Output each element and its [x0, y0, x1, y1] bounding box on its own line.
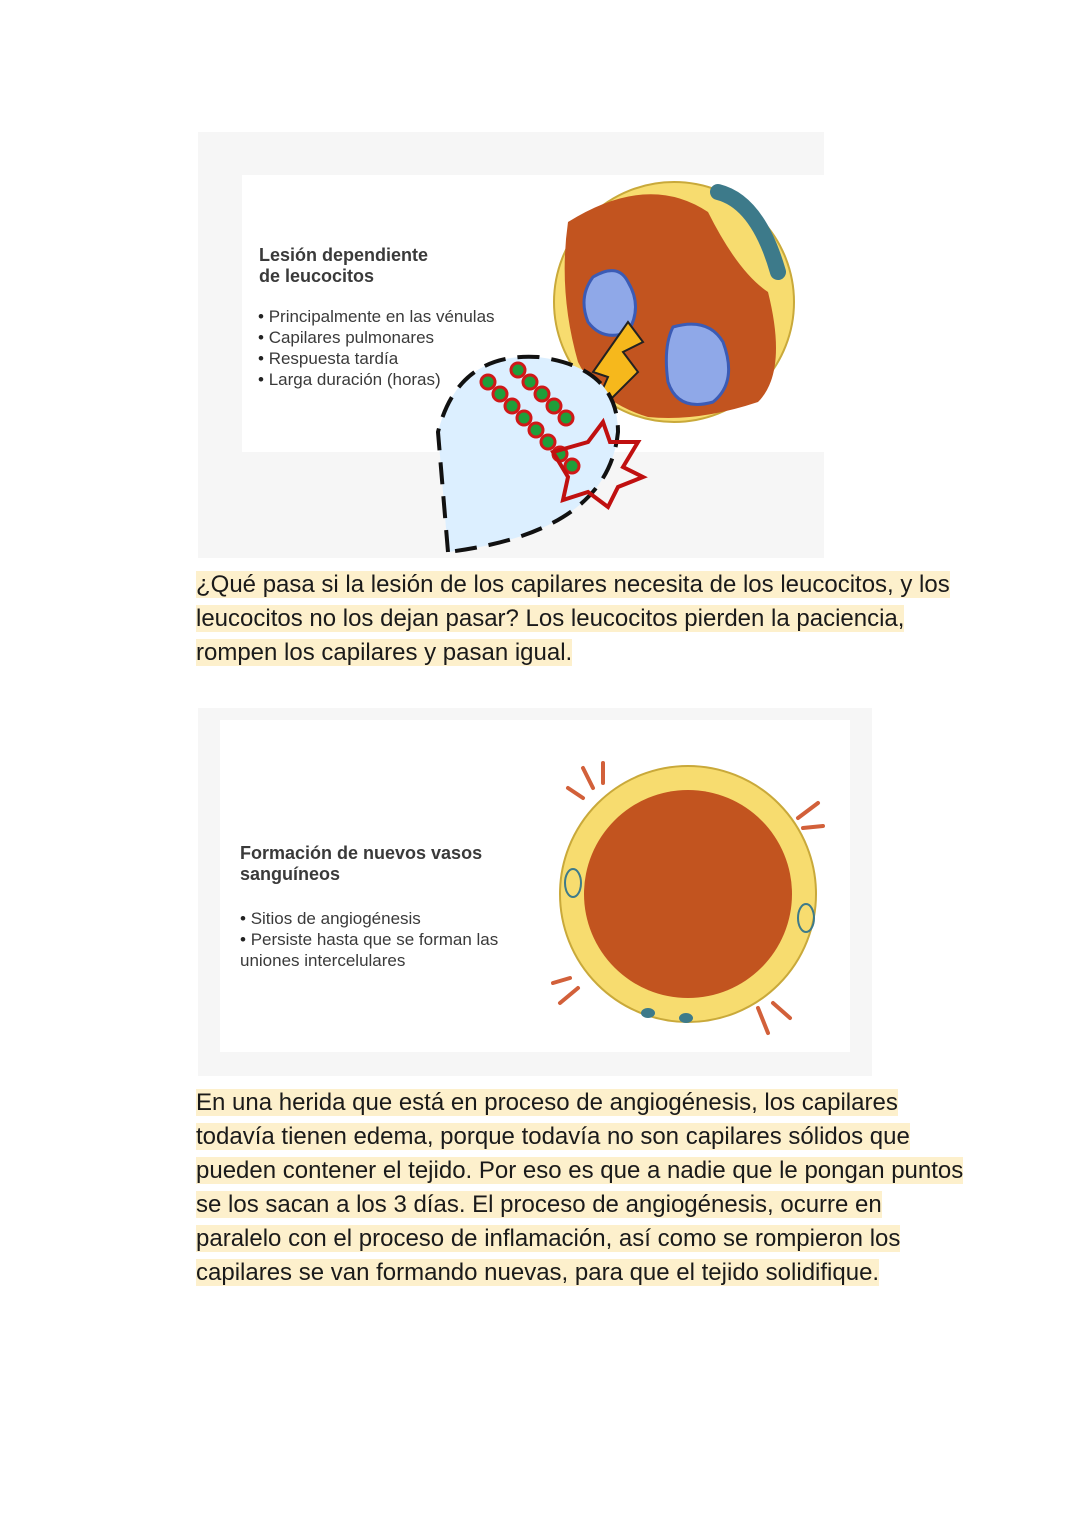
figure-title: Formación de nuevos vasos sanguíneos	[240, 843, 483, 884]
figure-title: Lesión dependiente de leucocitos	[259, 245, 429, 286]
paragraph-1: ¿Qué pasa si la lesión de los capilares necesita de los leucocitos, y los leucocitos no los dejan pasar? Los leucocitos pierden la paciencia, rompen los capilares y pasan igual.	[196, 571, 950, 666]
list-item: • Persiste hasta que se forman las uniones intercelulares	[240, 929, 530, 971]
venule-illustration	[198, 132, 824, 558]
list-item: • Respuesta tardía	[258, 348, 495, 369]
paragraph-2: En una herida que está en proceso de angiogénesis, los capilares todavía tienen edema, porque todavía no son capilares sólidos que pueden contener el tejido. Por eso es que a nadie que le pongan puntos se los sacan a los 3 días. El proceso de angiogénesis, ocurre en paralelo con el proceso de inflamación, así como se rompieron los capilares se van formando nuevas, para que el tejido solidifique.	[196, 1089, 964, 1286]
list-item: • Sitios de angiogénesis	[240, 908, 530, 929]
list-item: • Capilares pulmonares	[258, 327, 495, 348]
angiogenesis-illustration	[198, 708, 872, 1076]
figure-leukocyte-dependent-injury	[198, 132, 824, 558]
list-item: • Larga duración (horas)	[258, 369, 495, 390]
list-item: • Principalmente en las vénulas	[258, 306, 495, 327]
figure-new-vessel-formation	[198, 708, 872, 1076]
